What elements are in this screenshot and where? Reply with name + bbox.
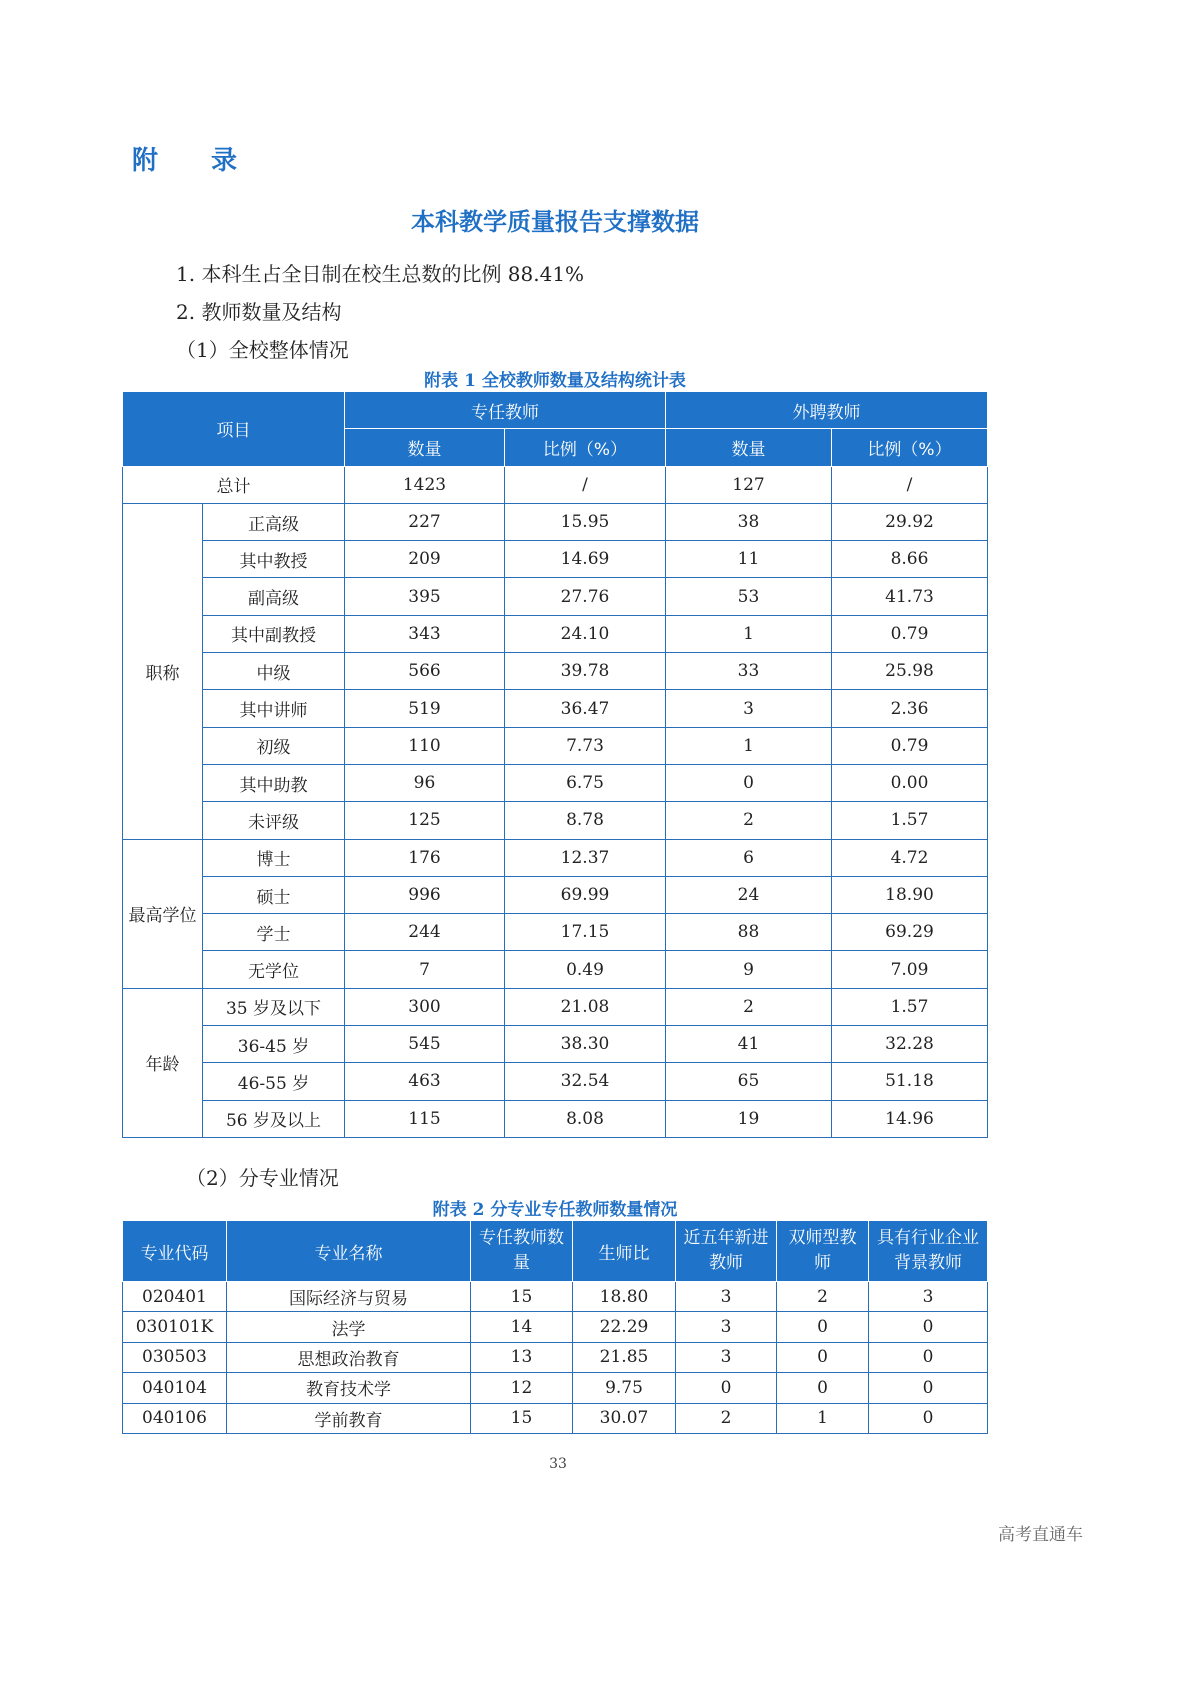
table-row: [123, 951, 988, 988]
cell-industry-background: 3: [869, 1282, 988, 1312]
cell-industry-background: 0: [869, 1312, 988, 1342]
by-major-heading: （2）分专业情况: [186, 1166, 339, 1190]
row-label: 总计: [123, 466, 345, 503]
cell-new-teachers-5yr: 3: [676, 1312, 777, 1342]
cell-ft-count: 566: [345, 653, 505, 690]
cell-dual-qualified: 2: [777, 1282, 869, 1312]
table-row: [123, 1312, 988, 1342]
row-label: 博士: [203, 839, 345, 876]
cell-ext-count: 41: [666, 1026, 832, 1063]
cell-industry-background: 0: [869, 1403, 988, 1433]
row-label: 硕士: [203, 876, 345, 913]
cell-ft-teacher-count: 15: [471, 1403, 573, 1433]
cell-ft-ratio: 0.49: [505, 951, 666, 988]
cell-ft-count: 227: [345, 503, 505, 540]
table-row: [123, 1100, 988, 1137]
row-label: 其中讲师: [203, 690, 345, 727]
group-label: 职称: [123, 503, 203, 839]
cell-ext-ratio: 69.29: [832, 914, 988, 951]
cell-ft-ratio: 24.10: [505, 615, 666, 652]
row-label: 其中副教授: [203, 615, 345, 652]
row-label: 副高级: [203, 578, 345, 615]
cell-ext-count: 2: [666, 802, 832, 839]
cell-dual-qualified: 0: [777, 1312, 869, 1342]
table-row: [123, 839, 988, 876]
cell-major-name: 思想政治教育: [227, 1342, 471, 1372]
undergrad-ratio-line: 1. 本科生占全日制在校生总数的比例 88.41%: [176, 262, 585, 286]
cell-ft-count: 110: [345, 727, 505, 764]
table-row: [123, 727, 988, 764]
cell-ft-ratio: 14.69: [505, 541, 666, 578]
cell-ext-ratio: 8.66: [832, 541, 988, 578]
cell-ft-ratio: 27.76: [505, 578, 666, 615]
cell-ext-count: 6: [666, 839, 832, 876]
header-ft-ratio: 比例（%）: [505, 429, 666, 466]
cell-ft-ratio: 17.15: [505, 914, 666, 951]
cell-ft-count: 300: [345, 988, 505, 1025]
cell-ext-ratio: 0.00: [832, 764, 988, 801]
header-ft-count: 数量: [345, 429, 505, 466]
row-label: 未评级: [203, 802, 345, 839]
cell-ft-count: 545: [345, 1026, 505, 1063]
cell-new-teachers-5yr: 0: [676, 1373, 777, 1403]
cell-ft-teacher-count: 12: [471, 1373, 573, 1403]
table-row: [123, 1342, 988, 1372]
table-row: [123, 653, 988, 690]
cell-ft-count: 96: [345, 764, 505, 801]
row-label: 36-45 岁: [203, 1026, 345, 1063]
table-row: [123, 578, 988, 615]
cell-ft-count: 463: [345, 1063, 505, 1100]
teacher-structure-table: [122, 391, 988, 1138]
table1-caption: 附表 1 全校教师数量及结构统计表: [424, 371, 686, 391]
major-teachers-table: [122, 1220, 988, 1434]
cell-major-code: 040106: [123, 1403, 227, 1433]
table-row: [123, 914, 988, 951]
header-fulltime-teachers: 专任教师: [345, 392, 666, 429]
cell-student-teacher-ratio: 18.80: [573, 1282, 676, 1312]
cell-ft-ratio: 32.54: [505, 1063, 666, 1100]
table-row: [123, 1063, 988, 1100]
cell-ft-count: 519: [345, 690, 505, 727]
cell-ext-count: 33: [666, 653, 832, 690]
cell-ft-ratio: 6.75: [505, 764, 666, 801]
cell-ft-ratio: 39.78: [505, 653, 666, 690]
group-label: 最高学位: [123, 839, 203, 988]
cell-ext-ratio: /: [832, 466, 988, 503]
cell-ft-teacher-count: 15: [471, 1282, 573, 1312]
cell-ft-ratio: 38.30: [505, 1026, 666, 1063]
cell-ext-count: 11: [666, 541, 832, 578]
table-row: [123, 988, 988, 1025]
cell-major-code: 040104: [123, 1373, 227, 1403]
header-industry-background: 具有行业企业背景教师: [869, 1221, 988, 1282]
cell-ext-count: 0: [666, 764, 832, 801]
row-label: 初级: [203, 727, 345, 764]
cell-ext-count: 38: [666, 503, 832, 540]
header-ext-ratio: 比例（%）: [832, 429, 988, 466]
cell-ext-count: 53: [666, 578, 832, 615]
group-label: 年龄: [123, 988, 203, 1137]
cell-ext-ratio: 7.09: [832, 951, 988, 988]
cell-student-teacher-ratio: 21.85: [573, 1342, 676, 1372]
header-item: 项目: [123, 392, 345, 467]
cell-ft-count: 176: [345, 839, 505, 876]
row-label: 正高级: [203, 503, 345, 540]
cell-ft-count: 115: [345, 1100, 505, 1137]
table-row: [123, 503, 988, 540]
cell-ft-count: 244: [345, 914, 505, 951]
cell-ft-ratio: 7.73: [505, 727, 666, 764]
cell-ft-ratio: 69.99: [505, 876, 666, 913]
cell-ext-count: 19: [666, 1100, 832, 1137]
table-row: [123, 876, 988, 913]
row-label: 35 岁及以下: [203, 988, 345, 1025]
row-label: 中级: [203, 653, 345, 690]
table-row: [123, 615, 988, 652]
teacher-structure-heading: 2. 教师数量及结构: [176, 300, 342, 324]
cell-ft-ratio: 15.95: [505, 503, 666, 540]
cell-ext-ratio: 18.90: [832, 876, 988, 913]
cell-ft-count: 7: [345, 951, 505, 988]
cell-student-teacher-ratio: 30.07: [573, 1403, 676, 1433]
cell-ft-count: 996: [345, 876, 505, 913]
cell-ext-ratio: 51.18: [832, 1063, 988, 1100]
cell-industry-background: 0: [869, 1373, 988, 1403]
row-label: 其中助教: [203, 764, 345, 801]
cell-ft-count: 209: [345, 541, 505, 578]
table2-caption: 附表 2 分专业专任教师数量情况: [432, 1200, 678, 1220]
header-dual-qualified: 双师型教师: [777, 1221, 869, 1282]
appendix-title: 附 录: [132, 146, 260, 176]
table-row: [123, 690, 988, 727]
row-label: 学士: [203, 914, 345, 951]
row-label: 其中教授: [203, 541, 345, 578]
cell-ft-count: 343: [345, 615, 505, 652]
cell-ext-count: 24: [666, 876, 832, 913]
cell-ft-ratio: 12.37: [505, 839, 666, 876]
cell-ext-ratio: 2.36: [832, 690, 988, 727]
table-row: [123, 1403, 988, 1433]
header-external-teachers: 外聘教师: [666, 392, 988, 429]
cell-ft-count: 1423: [345, 466, 505, 503]
teacher-structure-table-body: [123, 466, 988, 1137]
cell-ext-count: 1: [666, 727, 832, 764]
cell-ext-ratio: 41.73: [832, 578, 988, 615]
header-major-code: 专业代码: [123, 1221, 227, 1282]
cell-ext-count: 9: [666, 951, 832, 988]
table-row: [123, 802, 988, 839]
table-row-total: [123, 466, 988, 503]
cell-ext-ratio: 25.98: [832, 653, 988, 690]
cell-ext-count: 1: [666, 615, 832, 652]
page-number: 33: [549, 1456, 567, 1472]
cell-ft-ratio: 21.08: [505, 988, 666, 1025]
cell-ft-count: 125: [345, 802, 505, 839]
cell-industry-background: 0: [869, 1342, 988, 1372]
cell-ext-ratio: 32.28: [832, 1026, 988, 1063]
table-row: [123, 541, 988, 578]
cell-ext-count: 65: [666, 1063, 832, 1100]
cell-ft-teacher-count: 13: [471, 1342, 573, 1372]
header-ft-teacher-count: 专任教师数量: [471, 1221, 573, 1282]
cell-major-name: 国际经济与贸易: [227, 1282, 471, 1312]
cell-ft-ratio: /: [505, 466, 666, 503]
cell-ext-count: 3: [666, 690, 832, 727]
cell-student-teacher-ratio: 22.29: [573, 1312, 676, 1342]
header-new-teachers-5yr: 近五年新进教师: [676, 1221, 777, 1282]
cell-ext-count: 127: [666, 466, 832, 503]
school-overall-heading: （1）全校整体情况: [176, 338, 349, 362]
row-label: 56 岁及以上: [203, 1100, 345, 1137]
cell-ft-teacher-count: 14: [471, 1312, 573, 1342]
cell-ft-ratio: 8.08: [505, 1100, 666, 1137]
cell-ft-ratio: 36.47: [505, 690, 666, 727]
cell-major-code: 030101K: [123, 1312, 227, 1342]
cell-ft-count: 395: [345, 578, 505, 615]
header-major-name: 专业名称: [227, 1221, 471, 1282]
table-row: [123, 1026, 988, 1063]
cell-ext-ratio: 0.79: [832, 615, 988, 652]
cell-ext-ratio: 1.57: [832, 988, 988, 1025]
cell-new-teachers-5yr: 3: [676, 1282, 777, 1312]
cell-major-name: 教育技术学: [227, 1373, 471, 1403]
table-row: [123, 1373, 988, 1403]
watermark-text: 高考直通车: [998, 1525, 1083, 1545]
header-student-teacher-ratio: 生师比: [573, 1221, 676, 1282]
cell-dual-qualified: 0: [777, 1373, 869, 1403]
row-label: 无学位: [203, 951, 345, 988]
cell-major-name: 学前教育: [227, 1403, 471, 1433]
cell-major-code: 030503: [123, 1342, 227, 1372]
cell-new-teachers-5yr: 2: [676, 1403, 777, 1433]
cell-ext-ratio: 4.72: [832, 839, 988, 876]
cell-major-name: 法学: [227, 1312, 471, 1342]
cell-ext-ratio: 0.79: [832, 727, 988, 764]
cell-dual-qualified: 0: [777, 1342, 869, 1372]
report-title: 本科教学质量报告支撑数据: [411, 208, 699, 236]
cell-major-code: 020401: [123, 1282, 227, 1312]
cell-ext-ratio: 29.92: [832, 503, 988, 540]
cell-ft-ratio: 8.78: [505, 802, 666, 839]
cell-ext-count: 88: [666, 914, 832, 951]
header-ext-count: 数量: [666, 429, 832, 466]
table-row: [123, 1282, 988, 1312]
cell-ext-ratio: 1.57: [832, 802, 988, 839]
table-row: [123, 764, 988, 801]
cell-new-teachers-5yr: 3: [676, 1342, 777, 1372]
cell-student-teacher-ratio: 9.75: [573, 1373, 676, 1403]
cell-ext-count: 2: [666, 988, 832, 1025]
cell-ext-ratio: 14.96: [832, 1100, 988, 1137]
major-teachers-table-body: [123, 1282, 988, 1434]
row-label: 46-55 岁: [203, 1063, 345, 1100]
cell-dual-qualified: 1: [777, 1403, 869, 1433]
